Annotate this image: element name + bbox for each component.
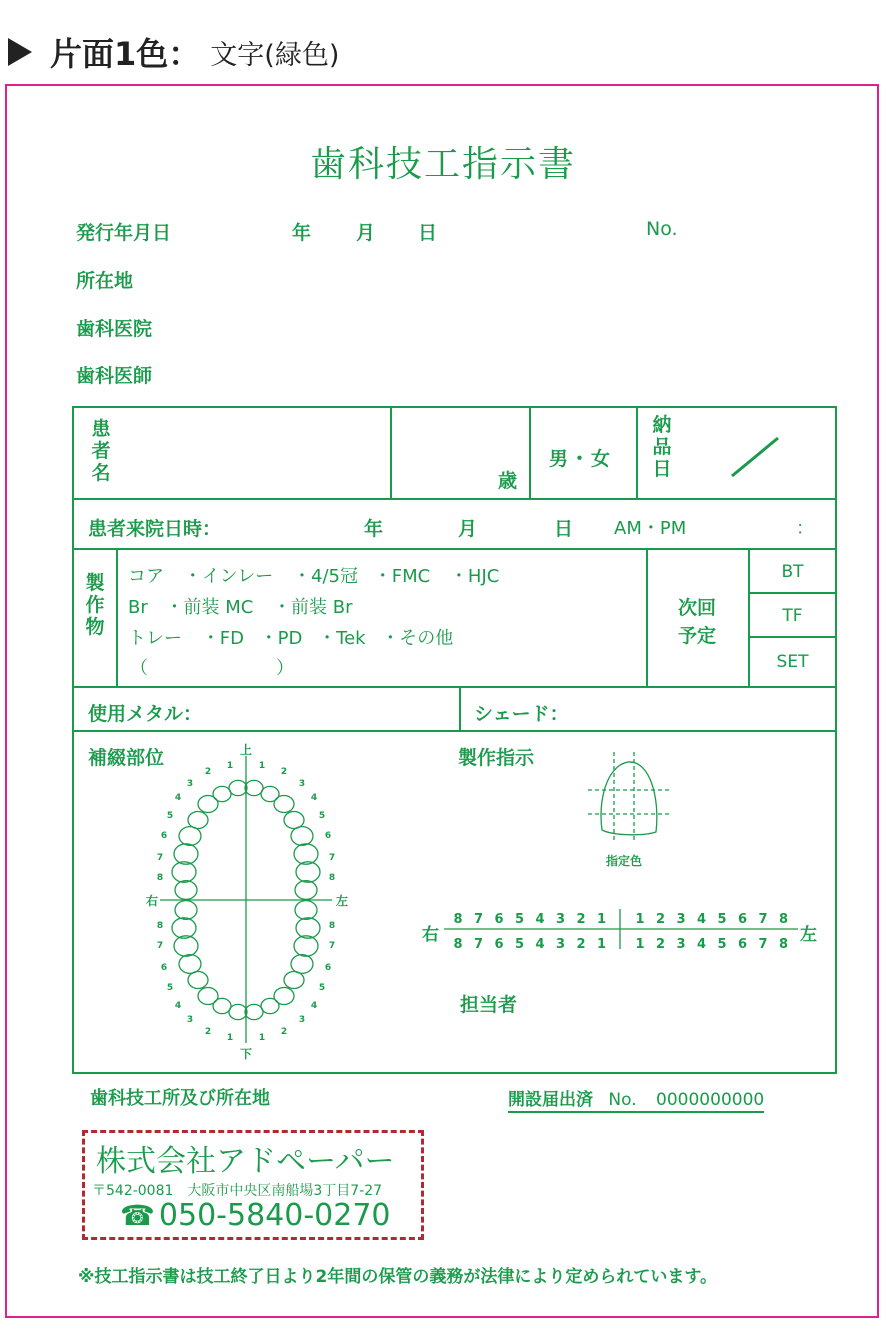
tooth-outline bbox=[291, 955, 313, 974]
delivery-char: 納 bbox=[652, 414, 672, 436]
lower-label: 下 bbox=[239, 1047, 253, 1061]
tooth-outline bbox=[284, 812, 304, 829]
tooth-number-label: 6 bbox=[160, 963, 168, 973]
product-line-2 bbox=[128, 593, 353, 619]
grid-tooth-number: 3 bbox=[555, 937, 566, 952]
tooth-outline bbox=[295, 881, 317, 900]
document-title: 歯科技工指示書 bbox=[309, 144, 576, 185]
tooth-number-label: 4 bbox=[174, 793, 182, 803]
tooth-outline bbox=[229, 1004, 247, 1019]
tooth-outline bbox=[172, 918, 196, 938]
next-schedule-line: 予定 bbox=[677, 625, 716, 647]
product-tek: ・Tek bbox=[318, 628, 366, 649]
grid-tooth-number: 7 bbox=[758, 937, 768, 952]
instruction-label: 製作指示 bbox=[458, 747, 535, 769]
tooth-number-label: 3 bbox=[298, 1015, 306, 1025]
product-fmc: ・FMC bbox=[373, 566, 431, 587]
issue-year: 年 bbox=[292, 222, 312, 244]
tooth-outline bbox=[172, 862, 196, 882]
tooth-outline bbox=[179, 955, 201, 974]
grid-tooth-number: 3 bbox=[676, 912, 686, 927]
grid-tooth-number: 7 bbox=[758, 912, 768, 927]
visit-year: 年 bbox=[364, 518, 384, 540]
triangle-bullet-icon bbox=[8, 38, 32, 66]
dentist-label: 歯科医師 bbox=[76, 365, 153, 387]
tooth-outline bbox=[284, 972, 304, 989]
tooth-number-label: 1 bbox=[258, 761, 266, 771]
grid-tooth-number: 4 bbox=[696, 912, 707, 927]
tooth-number-label: 2 bbox=[204, 767, 212, 777]
grid-tooth-number: 4 bbox=[535, 912, 545, 927]
grid-tooth-number: 5 bbox=[514, 937, 525, 952]
grid-tooth-number: 3 bbox=[676, 937, 686, 952]
issue-day: 日 bbox=[418, 222, 438, 244]
tooth-outline bbox=[175, 901, 197, 920]
tooth-number-label: 3 bbox=[186, 1015, 194, 1025]
tooth-outline bbox=[188, 812, 208, 829]
product-45-crown: ・4/5冠 bbox=[293, 566, 358, 587]
left-label: 左 bbox=[335, 894, 349, 908]
patient-name-char: 患 bbox=[91, 418, 111, 440]
product-tray: トレー bbox=[128, 628, 182, 649]
product-facing-br: ・前装 Br bbox=[273, 597, 353, 618]
tooth-number-label: 8 bbox=[328, 873, 336, 883]
visit-ampm: AM・PM bbox=[614, 518, 687, 539]
tooth-outline bbox=[274, 796, 294, 813]
tooth-outline bbox=[175, 881, 197, 900]
tooth-number-label: 1 bbox=[226, 1033, 234, 1043]
visit-label: 患者来院日時： bbox=[88, 518, 222, 540]
tooth-number-label: 5 bbox=[318, 811, 326, 821]
patient-name-char: 者 bbox=[91, 440, 111, 462]
right-label: 右 bbox=[145, 894, 159, 908]
grid-tooth-number: 6 bbox=[737, 912, 748, 927]
patient-name-char: 名 bbox=[91, 462, 111, 484]
product-hjc: ・HJC bbox=[449, 566, 500, 587]
grid-lower-row bbox=[453, 937, 788, 952]
product-other-close-paren: ） bbox=[276, 658, 294, 679]
product-char: 作 bbox=[85, 594, 105, 616]
visit-month: 月 bbox=[458, 518, 478, 540]
tooth-number-label: 8 bbox=[328, 921, 336, 931]
grid-tooth-number: 8 bbox=[778, 937, 789, 952]
product-fd: ・FD bbox=[201, 628, 244, 649]
grid-tooth-number: 5 bbox=[717, 912, 727, 927]
grid-tooth-number: 7 bbox=[473, 937, 484, 952]
person-in-charge-label: 担当者 bbox=[460, 994, 518, 1016]
product-other-open-paren: （ bbox=[130, 658, 148, 679]
product-char: 物 bbox=[85, 616, 105, 638]
tooth-number-label: 7 bbox=[328, 941, 336, 951]
dental-arch-chart bbox=[140, 738, 360, 1063]
option-tf: TF bbox=[782, 606, 803, 626]
tooth-number-label: 7 bbox=[156, 853, 164, 863]
tooth-number-label: 4 bbox=[174, 1001, 182, 1011]
product-label bbox=[83, 572, 107, 638]
grid-tooth-number: 8 bbox=[778, 912, 789, 927]
tooth-number-label: 4 bbox=[310, 793, 318, 803]
tooth-number-label: 3 bbox=[186, 779, 194, 789]
grid-tooth-number: 2 bbox=[576, 937, 586, 952]
grid-tooth-number: 4 bbox=[696, 937, 707, 952]
next-schedule-label bbox=[672, 594, 722, 650]
grid-tooth-number: 1 bbox=[596, 912, 607, 927]
metal-label: 使用メタル： bbox=[88, 703, 203, 725]
tooth-number-label: 8 bbox=[156, 873, 164, 883]
grid-tooth-number: 6 bbox=[737, 937, 748, 952]
repair-site-label: 補綴部位 bbox=[88, 747, 165, 769]
registration-line bbox=[508, 1085, 764, 1113]
tooth-number-label: 6 bbox=[324, 963, 332, 973]
tooth-outline bbox=[179, 827, 201, 846]
tooth-number-label: 2 bbox=[280, 1027, 288, 1037]
tooth-number-label: 4 bbox=[310, 1001, 318, 1011]
upper-label: 上 bbox=[239, 743, 253, 757]
grid-tooth-number: 5 bbox=[717, 937, 727, 952]
tooth-outline bbox=[198, 988, 218, 1005]
clinic-label: 歯科医院 bbox=[76, 318, 153, 340]
registration-no-label: No. bbox=[608, 1090, 637, 1110]
tooth-number-label: 6 bbox=[160, 831, 168, 841]
tooth-number-label: 7 bbox=[328, 853, 336, 863]
tooth-number-label: 1 bbox=[226, 761, 234, 771]
tooth-outline bbox=[296, 862, 320, 882]
shade-caption: 指定色 bbox=[606, 854, 643, 868]
shade-tooth-sketch bbox=[584, 752, 674, 842]
shade-label: シェード： bbox=[474, 703, 569, 725]
tooth-outline bbox=[296, 918, 320, 938]
grid-tooth-number: 1 bbox=[635, 912, 645, 927]
tooth-number-grid bbox=[444, 905, 798, 953]
tooth-number-label: 5 bbox=[166, 811, 174, 821]
grid-left-label: 左 bbox=[800, 925, 817, 945]
grid-tooth-number: 2 bbox=[655, 912, 666, 927]
product-inlay: ・インレー bbox=[183, 566, 274, 587]
grid-tooth-number: 8 bbox=[453, 937, 463, 952]
tooth-number-label: 2 bbox=[204, 1027, 212, 1037]
tooth-outline bbox=[245, 1004, 263, 1019]
tooth-number-label: 6 bbox=[324, 831, 332, 841]
tooth-number-label: 1 bbox=[258, 1033, 266, 1043]
company-phone bbox=[120, 1198, 391, 1233]
registration-label: 開設届出済 bbox=[508, 1090, 593, 1110]
grid-tooth-number: 4 bbox=[535, 937, 545, 952]
tooth-outline bbox=[245, 780, 263, 795]
tooth-outline bbox=[294, 844, 318, 864]
issue-date-label: 発行年月日 bbox=[76, 222, 172, 244]
company-name: 株式会社アドペーパー bbox=[96, 1144, 395, 1179]
grid-tooth-number: 1 bbox=[635, 937, 645, 952]
phone-icon: ☎ bbox=[120, 1199, 155, 1232]
next-schedule-line: 次回 bbox=[677, 597, 716, 619]
grid-right-label: 右 bbox=[422, 925, 439, 945]
issue-month: 月 bbox=[356, 222, 376, 244]
product-char: 製 bbox=[85, 572, 105, 594]
delivery-char: 品 bbox=[652, 436, 672, 458]
tooth-number-label: 7 bbox=[156, 941, 164, 951]
tooth-outline bbox=[295, 901, 317, 920]
tooth-outline bbox=[274, 988, 294, 1005]
product-facing-mc: ・前装 MC bbox=[165, 597, 254, 618]
age-unit: 歳 bbox=[498, 470, 518, 492]
grid-tooth-number: 8 bbox=[453, 912, 463, 927]
grid-tooth-number: 7 bbox=[473, 912, 484, 927]
grid-tooth-number: 3 bbox=[555, 912, 566, 927]
address-label: 所在地 bbox=[76, 270, 134, 292]
delivery-date-label bbox=[650, 414, 674, 480]
company-address: 〒542-0081 大阪市中央区南船場3丁目7-27 bbox=[92, 1183, 383, 1199]
tooth-outline bbox=[174, 844, 198, 864]
issue-no-label: No. bbox=[646, 218, 678, 240]
tooth-outline bbox=[291, 827, 313, 846]
company-phone-number: 050-5840-0270 bbox=[158, 1198, 391, 1233]
tooth-number-label: 3 bbox=[298, 779, 306, 789]
tooth-number-label: 2 bbox=[280, 767, 288, 777]
tooth-outline bbox=[198, 796, 218, 813]
grid-tooth-number: 6 bbox=[494, 937, 504, 952]
option-bt: BT bbox=[781, 562, 804, 582]
retention-note: ※技工指示書は技工終了日より2年間の保管の義務が法律により定められています。 bbox=[78, 1267, 717, 1287]
sex-options: 男・女 bbox=[549, 448, 613, 470]
tooth-number-label: 8 bbox=[156, 921, 164, 931]
tooth-outline bbox=[174, 936, 198, 956]
heading-main: 片面1色： bbox=[50, 35, 201, 73]
product-br: Br bbox=[128, 597, 148, 618]
product-other: ・その他 bbox=[381, 628, 454, 649]
visit-colon: ： bbox=[796, 518, 814, 539]
visit-day: 日 bbox=[554, 518, 574, 540]
grid-tooth-number: 1 bbox=[596, 937, 607, 952]
patient-name-label bbox=[89, 418, 113, 484]
grid-tooth-number: 5 bbox=[514, 912, 525, 927]
registration-number: 0000000000 bbox=[656, 1090, 765, 1110]
section-heading bbox=[8, 30, 339, 74]
grid-tooth-number: 6 bbox=[494, 912, 504, 927]
product-core: コア bbox=[128, 566, 164, 587]
heading-sub: 文字(緑色) bbox=[210, 39, 340, 71]
delivery-slash bbox=[724, 432, 784, 482]
tooth-outline bbox=[188, 972, 208, 989]
tooth-outline bbox=[294, 936, 318, 956]
grid-upper-row bbox=[453, 912, 788, 927]
grid-tooth-number: 2 bbox=[655, 937, 666, 952]
lab-address-label: 歯科技工所及び所在地 bbox=[90, 1088, 270, 1109]
product-line-3 bbox=[128, 624, 453, 650]
delivery-char: 日 bbox=[652, 458, 672, 480]
product-line-1 bbox=[128, 562, 499, 588]
tooth-number-label: 5 bbox=[318, 983, 326, 993]
grid-tooth-number: 2 bbox=[576, 912, 586, 927]
tooth-outline bbox=[229, 780, 247, 795]
tooth-number-label: 5 bbox=[166, 983, 174, 993]
option-set: SET bbox=[776, 652, 809, 672]
product-pd: ・PD bbox=[259, 628, 303, 649]
